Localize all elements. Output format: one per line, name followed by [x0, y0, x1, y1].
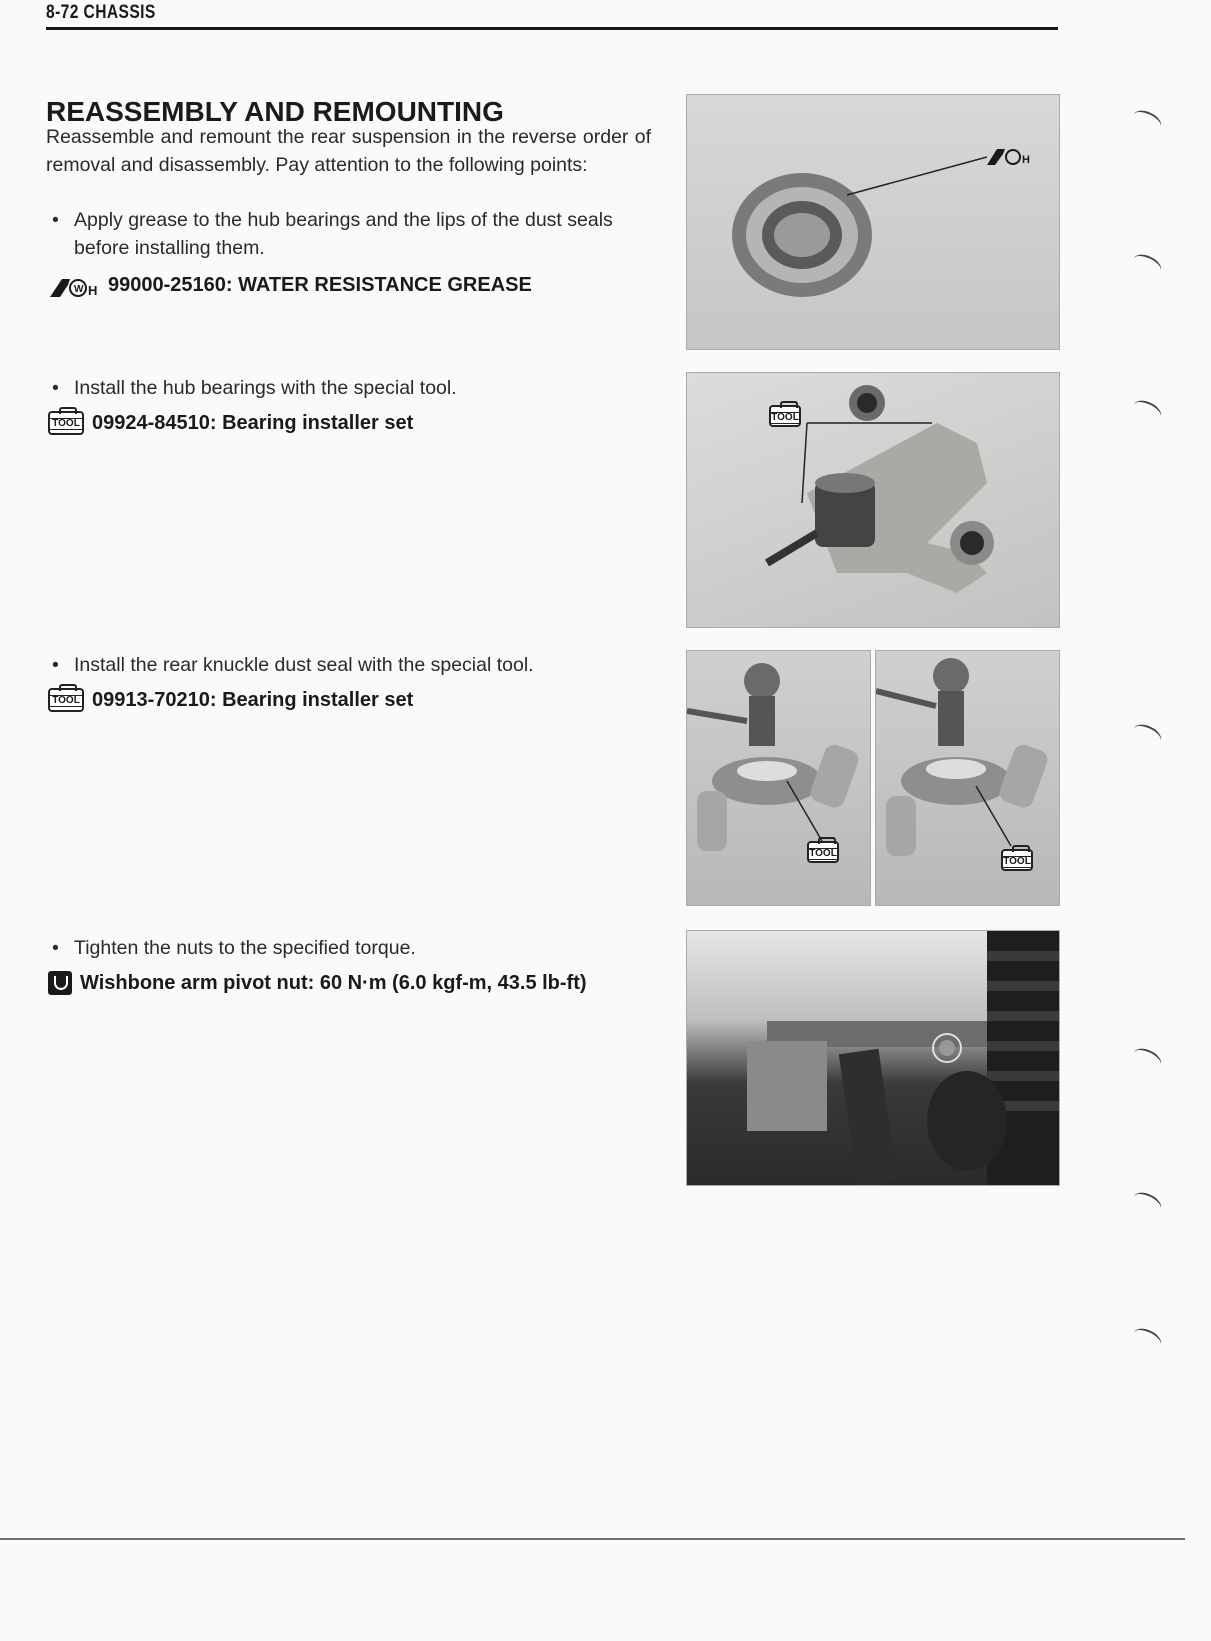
- bullet-grease: [46, 206, 658, 262]
- binder-mark: [1130, 1189, 1165, 1218]
- svg-text:H: H: [1022, 154, 1030, 166]
- photo-knuckle-installer: [686, 372, 1060, 628]
- tool-label: [769, 405, 801, 427]
- bullet-dot: •: [52, 209, 59, 231]
- bullet-text: Install the hub bearings with the special tool.: [74, 377, 457, 399]
- tool-icon-text: TOOL: [50, 418, 82, 430]
- tool-label: [1001, 849, 1033, 871]
- bullet-dot: •: [52, 654, 59, 676]
- binder-mark: [1130, 251, 1165, 280]
- bullet-text: Apply grease to the hub bearings and the lips of the dust seals before installing them.: [74, 209, 613, 259]
- torque-wrench-icon: [48, 971, 72, 995]
- binder-mark: [1130, 721, 1165, 750]
- tool-icon: [769, 405, 801, 427]
- intro-paragraph: Reassemble and remount the rear suspension in the reverse order of removal and disassembly. Pay attention to the following points:: [46, 126, 651, 176]
- tool-icon-text: TOOL: [771, 412, 799, 423]
- svg-text:H: H: [88, 283, 98, 298]
- grease-icon: [987, 149, 1030, 166]
- photo-wishbone-pivot: [686, 930, 1060, 1186]
- tool-icon: [1001, 849, 1033, 871]
- bullet-hub-bearings: [46, 374, 666, 402]
- binder-mark: [1130, 1045, 1165, 1074]
- grease-spec: [48, 271, 532, 299]
- header-rule: [46, 27, 1058, 30]
- tool-icon: [807, 841, 839, 863]
- tool-icon-text: TOOL: [1003, 856, 1031, 867]
- bullet-text: Tighten the nuts to the specified torque.: [74, 937, 416, 959]
- tool-spec-text: 09913-70210: Bearing installer set: [92, 688, 414, 711]
- binder-mark: [1130, 397, 1165, 426]
- photo-dust-seal-left: [686, 650, 871, 906]
- tool-icon-text: TOOL: [50, 695, 82, 707]
- tool-icon: [48, 411, 84, 435]
- torque-spec-text: Wishbone arm pivot nut: 60 N·m (6.0 kgf-m, 43.5 lb-ft): [80, 971, 587, 994]
- photo-hub-bearing: [686, 94, 1060, 350]
- bullet-dot: •: [52, 377, 59, 399]
- tool-icon: [48, 688, 84, 712]
- knuckle-installer-illustration: [687, 373, 1059, 627]
- grease-spec-text: 99000-25160: WATER RESISTANCE GREASE: [108, 273, 532, 296]
- wishbone-pivot-illustration: [687, 931, 1059, 1185]
- bullet-dust-seal: [46, 651, 666, 679]
- tool-icon-text: TOOL: [809, 848, 837, 859]
- bullet-text: Install the rear knuckle dust seal with the special tool.: [74, 654, 534, 676]
- tool-label: [807, 841, 839, 863]
- tool-spec-dust-seal: [48, 688, 413, 712]
- binder-mark: [1130, 107, 1165, 136]
- hub-bearing-illustration: [687, 95, 1059, 349]
- page-header: 8-72 CHASSIS: [46, 2, 156, 23]
- dust-seal-left-illustration: [687, 651, 870, 905]
- torque-spec: [48, 971, 587, 995]
- grease-icon: [48, 271, 100, 299]
- binder-mark: [1130, 1325, 1165, 1354]
- tool-spec-hub: [48, 411, 413, 435]
- tool-spec-text: 09924-84510: Bearing installer set: [92, 411, 414, 434]
- section-title: REASSEMBLY AND REMOUNTING: [46, 96, 504, 127]
- photo-dust-seal-right: [875, 650, 1060, 906]
- svg-text:W: W: [74, 284, 84, 295]
- bullet-dot: •: [52, 937, 59, 959]
- footer-rule: [0, 1538, 1185, 1540]
- bullet-torque: [46, 934, 666, 962]
